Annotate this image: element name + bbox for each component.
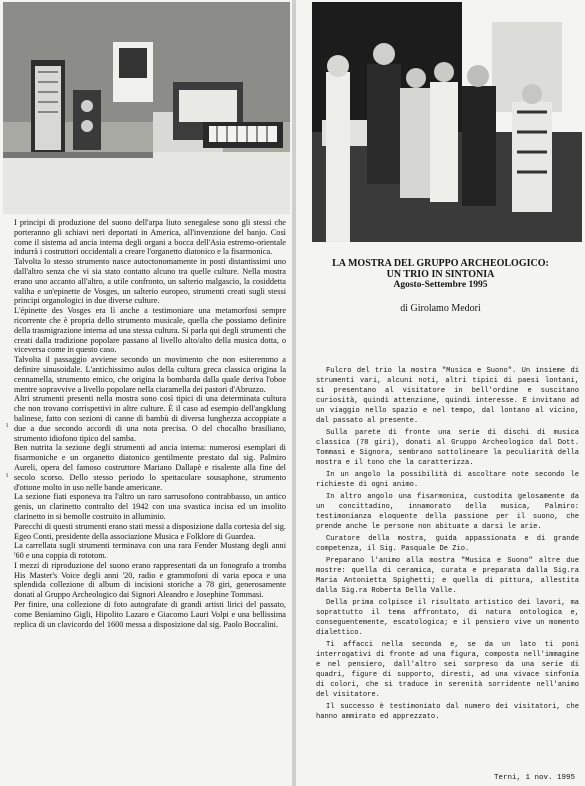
article-date: Agosto-Settembre 1995 <box>393 280 488 290</box>
visitors-photo <box>312 2 582 242</box>
left-paragraph: Altri strumenti presenti nella mostra sono così tipici di una determinata cultura che non trovano corrispettivi in altre culture. È il caso ad esempio dell'angklung balinese, fatto con sezioni di canne di bambù di diversa lunghezza accoppiate a due a due secondo accordi di una nota precisa. O del chocalho brasiliano, strumento idiofono tipico del samba. <box>14 394 286 443</box>
right-article-text <box>316 366 579 724</box>
margin-mark: ı <box>6 470 9 479</box>
left-paragraph: Talvolta il passaggio avviene secondo un movimento che non esiteremmo a definire sinusoidale. L'antichissimo aulos della cultura greca classica origina la cennamella, strumento etnico, che origina la bombarda dalla quale deriva l'oboe mentre sopravvive a livello popolare nella ciaramella dei pastori d'Abruzzo. <box>14 355 286 394</box>
left-paragraph: L'épinette des Vosges era lì anche a testimoniare una metamorfosi sempre ricorrente che è propria dello strumento musicale, quella che possiamo definire della trasmigrazione interna ad una stessa cultura. Si parla qui degli strumenti che creati dalla tradizione popolare passano al livello alto/alto della musica dotta, o viceversa come in questo caso. <box>14 306 286 355</box>
left-article-text <box>14 218 286 629</box>
right-paragraph: In un angolo la possibilità di ascoltare note secondo le richieste di ogni animo. <box>316 471 579 489</box>
visitors-image <box>312 2 582 242</box>
right-paragraph: Curatore della mostra, guida appassionata e di grande competenza, il Sig. Pasquale De Zio. <box>316 535 579 553</box>
article-title-line2: UN TRIO IN SINTONIA <box>386 269 495 280</box>
article-signoff: Terni, 1 nov. 1995 <box>493 774 575 782</box>
left-paragraph: Talvolta lo stesso strumento nasce autoctonomamente in posti distantissimi uno dall'altro senza che vi sia stato contatto alcuno tra quelle culture. Nella mostra erano uno accanto all'altro, a utile confronto, un salterio malgascio, la cosiddetta valiha e un'epinette de Vosges, un salterio europeo, strumenti creati sugli stessi principi organologici in due diverse culture. <box>14 257 286 306</box>
exhibition-instruments-photo <box>3 2 290 214</box>
left-paragraph: I mezzi di riproduzione del suono erano rappresentati da un fonografo a tromba His Master's Voice degli anni '20, radio e grammofoni di varia epoca e una splendida collezione di album di incisioni storiche a 78 giri, generosamente donati al Gruppo Archeologico dai Signori Aleandro e Josephine Tommasi. <box>14 560 286 600</box>
article-byline: di Girolamo Medori <box>400 303 481 314</box>
margin-mark: ı <box>6 420 9 429</box>
article-title-block <box>296 258 585 291</box>
left-column <box>0 0 292 786</box>
left-paragraph: La sezione fiati esponeva tra l'altro un raro sarrusofono contrabbasso, un antico genis, un clarinetto contralto del 1942 con una svastica incisa ed un insolito clarinetto in si bemolle costruito in alluminio. <box>14 492 286 521</box>
left-paragraph: La carrellata sugli strumenti terminava con una rara Fender Mustang degli anni '60 e una coppia di rototom. <box>14 541 286 561</box>
instruments-image <box>3 2 290 214</box>
right-column <box>296 0 585 786</box>
left-paragraph: Ben nutrita la sezione degli strumenti ad ancia interna: numerosi esemplari di fisarmoniche e un organetto diatonico gentilmente prestato dal sig. Palmiro Aureli, opera del famoso costruttore Mariano Dallapè e risalente alla fine del secolo scorso. Dello stesso periodo lo spettacolare sousaphone, strumento d'ottone molto in uso nelle bande americane. <box>14 443 286 492</box>
right-paragraph: Il successo è testimoniato dal numero dei visitatori, che hanno ammirato ed apprezzato. <box>316 703 579 721</box>
article-title-line1: LA MOSTRA DEL GRUPPO ARCHEOLOGICO: <box>332 258 549 269</box>
right-paragraph: In altro angolo una fisarmonica, custodita gelosamente da un concittadino, innamorato della musica, Palmiro: testimonianza eloquente della passione per il suono, che prende anche le persone non abituate a darsi le arie. <box>316 493 579 531</box>
left-paragraph: I principi di produzione del suono dell'arpa liuto senegalese sono gli stessi che porteranno gli schiavi neri deportati in America, all'invenzione del banjo. Così come il sistema ad ancia interna degli organi a bocca dell'Asia estremo-orientale indurrà i costruttori occidentali a creare l'organetto diatonico e la fisarmonica. <box>14 218 286 257</box>
right-paragraph: Della prima colpisce il risultato artistico dei lavori, ma soprattutto il tema affrontato, di natura ontologica e, conseguentemente, escatologica; e il pensiero vive un momento dialettico. <box>316 599 579 637</box>
right-paragraph: Sulla parete di fronte una serie di dischi di musica classica (78 giri), donati al Gruppo Archeologico dal Dott. Tommasi e Signora, sembrano sottolineare la peculiarità della mostra e il tono che la caratterizza. <box>316 429 579 467</box>
right-paragraph: Ti affacci nella seconda e, se da un lato ti poni interrogativi di fronte ad una figura, composta nell'immagine e nel pensiero, dall'altro sei sorpreso da una serie di quadri, figure di supporto, diresti, ad una vivace sinfonia di colori, che si traduce in serenità sorridente nell'animo del visitatore. <box>316 641 579 699</box>
right-paragraph: Preparano l'animo alla mostra "Musica e Suono" altre due mostre: quella di ceramica, curata e preparata dalla Sig.ra Maria Antonietta Spighetti; e quella di pittura, allestita dalla Sig.ra Roberta Della Valle. <box>316 557 579 595</box>
right-paragraph: Fulcro del trio la mostra "Musica e Suono". Un insieme di strumenti vari, alcuni noti, altri tipici di paesi lontani, si presentano al visitatore in bell'ordine e suscitano curiosità, quindi attenzione, quindi interesse. E invitano ad un viaggio nello spazio e nel tempo, dal lontano al vicino, dal passato al presente. <box>316 367 579 425</box>
left-paragraph: Per finire, una collezione di foto autografate di grandi artisti lirici del passato, come Beniamino Gigli, Hipolito Lazaro e Giacomo Lauri Volpi e una bellissima replica di un clavicordo del 1600 messa a disposizione dal sig. Paolo Boccalini. <box>14 600 286 629</box>
left-paragraph: Parecchi di questi strumenti erano stati messi a disposizione dalla cortesia del sig. Egeo Conti, presidente della associazione Musica e Folklore di Guardea. <box>14 521 286 541</box>
